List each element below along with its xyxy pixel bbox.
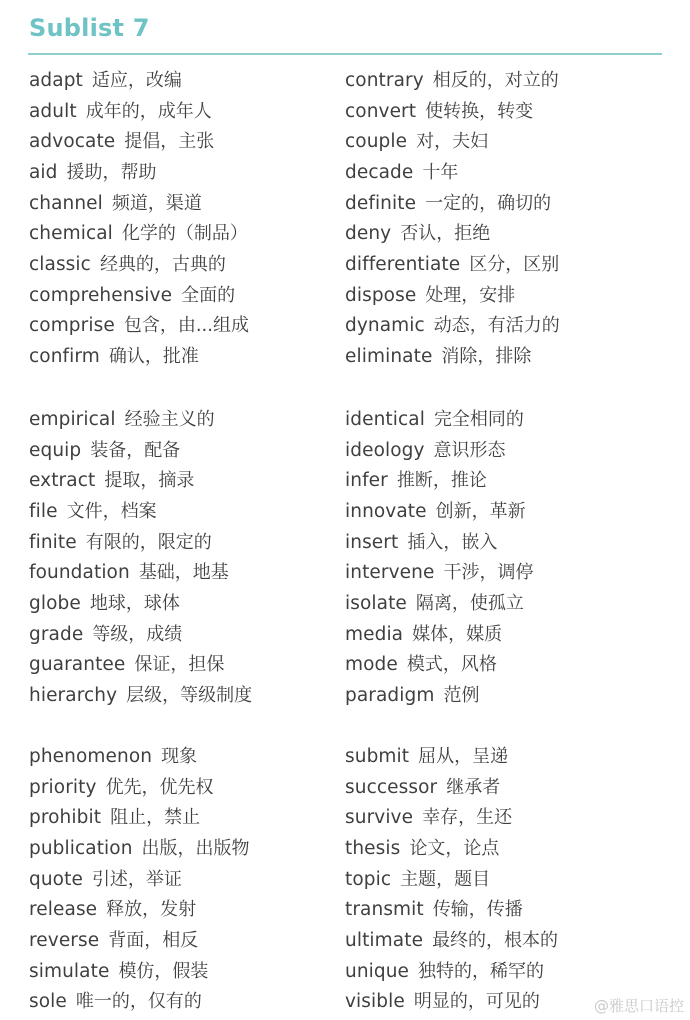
vocab-word: hierarchy bbox=[29, 684, 118, 706]
vocab-word: grade bbox=[29, 623, 84, 645]
vocab-word: foundation bbox=[29, 562, 130, 584]
vocab-word: ultimate bbox=[345, 929, 424, 951]
vocab-word: aid bbox=[29, 161, 58, 183]
vocab-entry bbox=[345, 990, 540, 1014]
vocab-translation: 背面，相反 bbox=[108, 929, 199, 951]
vocab-word: adult bbox=[29, 100, 77, 122]
page-title: Sublist 7 bbox=[29, 14, 150, 42]
vocab-entry bbox=[29, 345, 199, 369]
vocab-entry bbox=[345, 408, 524, 432]
vocab-entry bbox=[29, 161, 157, 185]
vocab-translation: 适应，改编 bbox=[91, 70, 182, 91]
vocab-entry bbox=[345, 868, 490, 892]
vocab-translation: 提取，摘录 bbox=[104, 470, 195, 492]
vocab-entry bbox=[345, 561, 533, 585]
vocab-translation: 有限的，限定的 bbox=[85, 531, 212, 553]
vocab-word: prohibit bbox=[29, 807, 102, 829]
vocab-translation: 干涉，调停 bbox=[443, 562, 534, 584]
vocab-entry bbox=[345, 284, 515, 308]
vocab-translation: 全面的 bbox=[181, 284, 236, 306]
vocab-entry bbox=[345, 531, 497, 555]
vocab-word: topic bbox=[345, 868, 392, 890]
vocab-translation: 主题，题目 bbox=[400, 868, 491, 890]
vocab-translation: 论文，论点 bbox=[409, 837, 500, 859]
vocab-entry bbox=[29, 990, 202, 1014]
vocab-translation: 最终的，根本的 bbox=[432, 929, 559, 951]
vocab-translation: 层级，等级制度 bbox=[126, 684, 253, 706]
vocab-entry bbox=[29, 284, 235, 308]
vocab-entry bbox=[345, 439, 506, 463]
vocab-entry bbox=[29, 531, 212, 555]
vocab-word: guarantee bbox=[29, 654, 126, 676]
vocab-word: adapt bbox=[29, 70, 83, 91]
vocab-word: empirical bbox=[29, 409, 116, 430]
vocab-entry bbox=[29, 898, 196, 922]
vocab-entry bbox=[29, 439, 180, 463]
vocab-entry bbox=[29, 806, 200, 830]
vocab-entry bbox=[29, 684, 252, 708]
vocab-word: reverse bbox=[29, 929, 100, 951]
vocab-entry bbox=[29, 100, 212, 124]
vocab-word: innovate bbox=[345, 500, 427, 522]
vocab-word: mode bbox=[345, 654, 398, 676]
vocab-entry bbox=[345, 253, 559, 277]
vocab-word: comprehensive bbox=[29, 284, 173, 306]
vocab-translation: 意识形态 bbox=[433, 439, 506, 461]
vocab-word: confirm bbox=[29, 345, 100, 367]
vocab-entry bbox=[29, 653, 224, 677]
vocab-word: sole bbox=[29, 991, 67, 1013]
vocab-translation: 幸存，生还 bbox=[422, 807, 513, 829]
vocab-translation: 化学的（制品） bbox=[121, 223, 248, 245]
vocab-word: file bbox=[29, 500, 58, 522]
vocab-word: channel bbox=[29, 192, 103, 214]
vocab-translation: 引述，举证 bbox=[91, 868, 182, 890]
vocab-entry bbox=[29, 408, 215, 432]
vocab-translation: 保证，担保 bbox=[134, 654, 225, 676]
vocab-entry bbox=[345, 500, 526, 524]
vocab-word: submit bbox=[345, 746, 410, 767]
vocab-entry bbox=[345, 684, 479, 708]
vocab-entry bbox=[29, 960, 208, 984]
vocab-entry bbox=[29, 222, 248, 246]
vocab-translation: 完全相同的 bbox=[433, 409, 524, 430]
vocab-translation: 优先，优先权 bbox=[105, 776, 214, 798]
vocab-word: intervene bbox=[345, 562, 435, 584]
vocab-entry bbox=[345, 592, 524, 616]
vocab-word: survive bbox=[345, 807, 414, 829]
vocab-entry bbox=[345, 898, 523, 922]
vocab-word: convert bbox=[345, 100, 417, 122]
vocab-entry bbox=[29, 592, 180, 616]
vocab-entry bbox=[345, 130, 488, 154]
vocab-translation: 消除，排除 bbox=[441, 345, 532, 367]
vocab-translation: 模式，风格 bbox=[406, 654, 497, 676]
vocab-translation: 文件，档案 bbox=[66, 500, 157, 522]
vocab-entry bbox=[29, 500, 157, 524]
vocab-translation: 提倡，主张 bbox=[124, 131, 215, 153]
vocab-translation: 明显的，可见的 bbox=[413, 991, 540, 1013]
vocab-word: advocate bbox=[29, 131, 116, 153]
vocab-translation: 对，夫妇 bbox=[416, 131, 489, 153]
vocab-word: quote bbox=[29, 868, 83, 890]
vocab-translation: 十年 bbox=[422, 161, 459, 183]
vocab-entry bbox=[29, 192, 202, 216]
vocab-word: isolate bbox=[345, 592, 407, 614]
vocab-entry bbox=[29, 314, 249, 338]
vocab-translation: 隔离，使孤立 bbox=[415, 592, 524, 614]
vocab-entry bbox=[345, 960, 544, 984]
vocab-word: contrary bbox=[345, 70, 424, 91]
vocab-entry bbox=[345, 806, 512, 830]
vocab-translation: 经验主义的 bbox=[124, 409, 215, 430]
vocab-translation: 范例 bbox=[443, 684, 480, 706]
vocab-word: comprise bbox=[29, 315, 115, 337]
vocab-entry bbox=[29, 561, 229, 585]
vocab-entry bbox=[345, 776, 500, 800]
vocab-translation: 继承者 bbox=[446, 776, 501, 798]
vocab-translation: 频道，渠道 bbox=[111, 192, 202, 214]
vocab-entry bbox=[345, 929, 558, 953]
vocab-word: definite bbox=[345, 192, 417, 214]
vocab-word: paradigm bbox=[345, 684, 435, 706]
vocab-word: finite bbox=[29, 531, 77, 553]
vocab-entry bbox=[29, 745, 197, 769]
vocab-translation: 装备，配备 bbox=[90, 439, 181, 461]
vocab-translation: 释放，发射 bbox=[106, 899, 197, 921]
vocab-word: infer bbox=[345, 470, 388, 492]
vocab-entry bbox=[29, 868, 182, 892]
vocab-translation: 推断，推论 bbox=[396, 470, 487, 492]
vocab-entry bbox=[29, 469, 194, 493]
vocab-entry bbox=[345, 469, 487, 493]
vocab-entry bbox=[345, 745, 508, 769]
vocab-entry bbox=[345, 314, 560, 338]
vocab-translation: 传输，传播 bbox=[432, 899, 523, 921]
vocab-translation: 包含，由...组成 bbox=[123, 315, 249, 337]
vocab-word: ideology bbox=[345, 439, 425, 461]
vocab-word: dynamic bbox=[345, 315, 425, 337]
vocab-word: decade bbox=[345, 161, 414, 183]
vocab-translation: 模仿，假装 bbox=[118, 960, 209, 982]
vocab-entry bbox=[345, 69, 559, 93]
vocab-word: phenomenon bbox=[29, 746, 153, 767]
weibo-watermark: @雅思口语控 bbox=[593, 997, 684, 1015]
vocab-word: visible bbox=[345, 991, 405, 1013]
vocab-translation: 等级，成绩 bbox=[92, 623, 183, 645]
vocab-entry bbox=[345, 222, 490, 246]
vocab-translation: 动态，有活力的 bbox=[433, 315, 560, 337]
vocab-translation: 否认，拒绝 bbox=[400, 223, 491, 245]
vocab-word: eliminate bbox=[345, 345, 433, 367]
vocab-entry bbox=[29, 69, 182, 93]
vocab-translation: 经典的，古典的 bbox=[99, 253, 226, 275]
vocab-word: publication bbox=[29, 837, 133, 859]
vocab-entry bbox=[345, 623, 502, 647]
vocab-translation: 援助，帮助 bbox=[66, 161, 157, 183]
vocab-word: chemical bbox=[29, 223, 113, 245]
vocab-word: priority bbox=[29, 776, 97, 798]
vocab-word: transmit bbox=[345, 899, 424, 921]
vocab-word: classic bbox=[29, 253, 91, 275]
vocab-entry bbox=[345, 837, 499, 861]
vocab-entry bbox=[345, 161, 458, 185]
vocab-word: simulate bbox=[29, 960, 110, 982]
vocab-word: release bbox=[29, 899, 98, 921]
vocab-translation: 创新，革新 bbox=[435, 500, 526, 522]
vocab-translation: 确认，批准 bbox=[108, 345, 199, 367]
vocab-word: identical bbox=[345, 409, 425, 430]
vocab-translation: 插入，嵌入 bbox=[407, 531, 498, 553]
vocab-translation: 现象 bbox=[161, 746, 198, 767]
vocab-word: differentiate bbox=[345, 253, 461, 275]
vocab-word: successor bbox=[345, 776, 438, 798]
vocab-word: media bbox=[345, 623, 404, 645]
vocab-word: couple bbox=[345, 131, 408, 153]
vocab-translation: 唯一的，仅有的 bbox=[75, 991, 202, 1013]
vocab-translation: 屈从，呈递 bbox=[418, 746, 509, 767]
vocab-entry bbox=[345, 345, 531, 369]
vocab-translation: 处理，安排 bbox=[425, 284, 516, 306]
vocab-translation: 媒体，媒质 bbox=[412, 623, 503, 645]
vocab-translation: 区分，区别 bbox=[469, 253, 560, 275]
title-divider bbox=[28, 53, 662, 55]
vocab-word: thesis bbox=[345, 837, 401, 859]
vocab-entry bbox=[345, 653, 497, 677]
vocab-word: equip bbox=[29, 439, 82, 461]
vocab-word: deny bbox=[345, 223, 392, 245]
vocab-translation: 基础，地基 bbox=[138, 562, 229, 584]
vocab-entry bbox=[29, 253, 226, 277]
vocab-entry bbox=[29, 776, 214, 800]
vocab-translation: 使转换，转变 bbox=[425, 100, 534, 122]
vocab-translation: 一定的，确切的 bbox=[425, 192, 552, 214]
vocab-entry bbox=[29, 130, 214, 154]
vocab-word: insert bbox=[345, 531, 399, 553]
vocab-word: globe bbox=[29, 592, 81, 614]
vocab-word: extract bbox=[29, 470, 96, 492]
vocab-translation: 阻止，禁止 bbox=[110, 807, 201, 829]
vocab-translation: 出版，出版物 bbox=[141, 837, 250, 859]
vocab-translation: 相反的，对立的 bbox=[432, 70, 559, 91]
vocab-entry bbox=[345, 100, 533, 124]
vocab-entry bbox=[29, 623, 182, 647]
vocab-entry bbox=[29, 837, 250, 861]
vocab-entry bbox=[29, 929, 198, 953]
vocab-translation: 成年的，成年人 bbox=[85, 100, 212, 122]
vocab-word: dispose bbox=[345, 284, 417, 306]
vocab-entry bbox=[345, 192, 551, 216]
vocab-translation: 地球，球体 bbox=[89, 592, 180, 614]
vocab-translation: 独特的，稀罕的 bbox=[418, 960, 545, 982]
vocab-word: unique bbox=[345, 960, 410, 982]
